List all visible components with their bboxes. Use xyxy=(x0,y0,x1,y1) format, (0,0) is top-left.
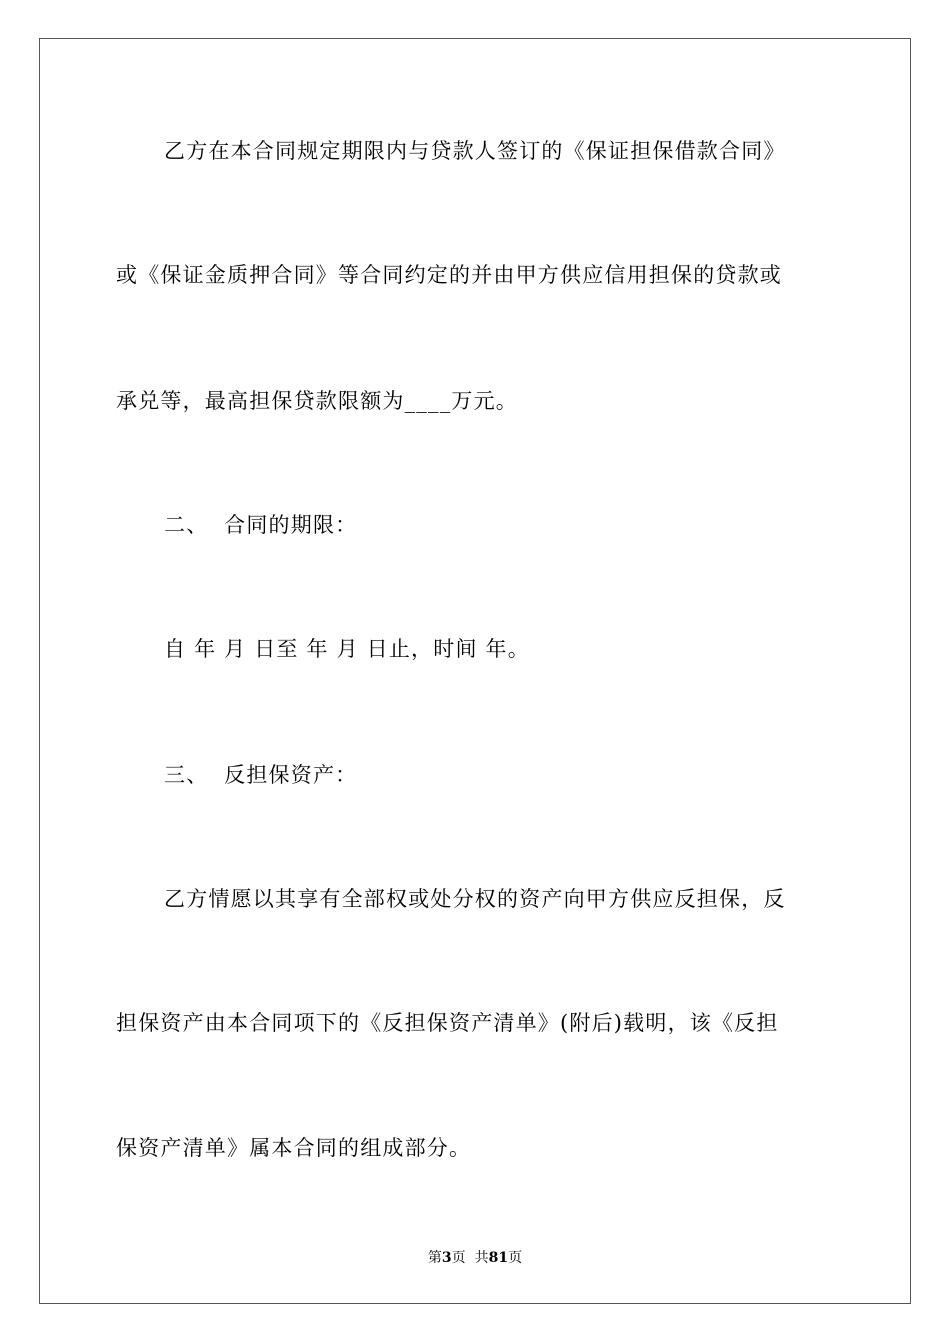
paragraph-line-7: 乙方情愿以其享有全部权或处分权的资产向甲方供应反担保，反 xyxy=(164,887,786,911)
paragraph-line-1: 乙方在本合同规定期限内与贷款人签订的《保证担保借款合同》 xyxy=(164,139,786,163)
paragraph-line-3: 承兑等，最高担保贷款限额为____万元。 xyxy=(116,389,518,413)
current-page-number: 3 xyxy=(441,1250,452,1266)
section-heading-3: 三、 反担保资产： xyxy=(164,763,358,787)
page-border xyxy=(39,38,911,1304)
footer-suffix: 页 xyxy=(508,1250,523,1266)
total-page-number: 81 xyxy=(488,1250,509,1266)
contract-period-line: 自 年 月 日至 年 月 日止，时间 年。 xyxy=(164,637,530,661)
paragraph-line-8: 担保资产由本合同项下的《反担保资产清单》(附后)载明，该《反担 xyxy=(116,1011,779,1035)
paragraph-line-2: 或《保证金质押合同》等合同约定的并由甲方供应信用担保的贷款或 xyxy=(116,263,782,287)
footer-middle: 页 共 xyxy=(451,1250,489,1266)
page-footer xyxy=(0,1248,950,1268)
paragraph-line-9: 保资产清单》属本合同的组成部分。 xyxy=(116,1136,472,1160)
section-heading-2: 二、 合同的期限： xyxy=(164,513,358,537)
footer-prefix: 第 xyxy=(427,1250,442,1266)
